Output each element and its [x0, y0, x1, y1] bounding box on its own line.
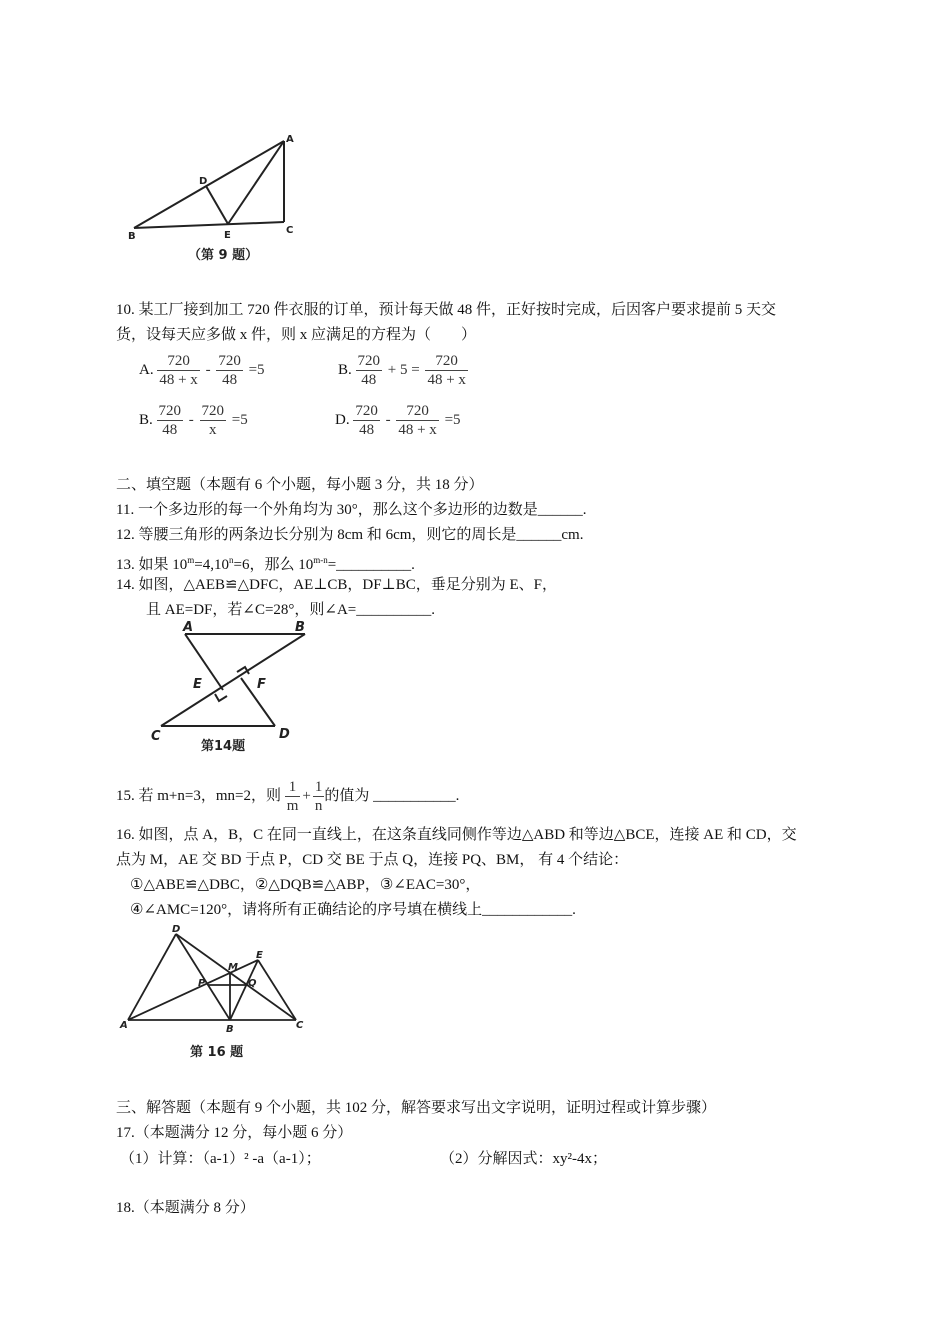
q10-option-a[interactable]: A. $\frac{720}{48 + x}$ - $\frac{720}{48}$ =5: [139, 353, 265, 388]
figure-16-caption: 第 16 题: [190, 1045, 244, 1060]
fraction: $\frac{720}{48}$: [357, 353, 381, 388]
edge-DE: [206, 186, 228, 224]
edge-BC: [161, 634, 305, 726]
edge-EA: [228, 141, 284, 224]
q17-title: 17.（本题满分 12 分，每小题 6 分）: [116, 1125, 353, 1141]
fraction: $\frac{1}{n}$: [314, 779, 323, 815]
label-B: B: [226, 1024, 234, 1035]
label-E: E: [256, 950, 263, 961]
label-P: P: [198, 978, 206, 989]
edge-BA: [134, 141, 284, 228]
q14-line2: 且 AE=DF，若∠C=28°，则∠A=__________.: [146, 602, 436, 618]
q11: 11. 一个多边形的每一个外角均为 30°，那么这个多边形的边数是______.: [116, 502, 587, 518]
edge-BC: [134, 222, 284, 228]
section-3-heading: 三、解答题（本题有 9 个小题，共 102 分，解答要求写出文字说明，证明过程或计算步骤）: [116, 1100, 717, 1116]
q10-line1: 10. 某工厂接到加工 720 件衣服的订单，预计每天做 48 件，正好按时完成，后因客户要求提前 5 天交: [116, 302, 777, 318]
fraction: $\frac{720}{48}$: [218, 353, 241, 388]
figure-9-caption: （第 9 题）: [188, 248, 259, 263]
figure-16: [118, 922, 318, 1072]
q16-line2: 点为 M，AE 交 BD 于点 P，CD 交 BE 于点 Q，连接 PQ、BM， 有 4 个结论：: [116, 852, 629, 868]
label-F: F: [257, 677, 266, 692]
option-label: B.: [139, 411, 153, 428]
fraction: $\frac{720}{x}$: [201, 403, 225, 438]
q13: 13. 如果 $10^m=4,10^n=6$，那么 $10^{m-n}=\_\_\_\_\_\_\_\_\_\_$.: [116, 555, 415, 573]
label-B: B: [128, 231, 136, 242]
figure-14: [145, 620, 335, 760]
edge-AE: [185, 634, 223, 690]
q10-line2: 货，设每天应多做 x 件，则 x 应满足的方程为（ ）: [116, 327, 477, 343]
fraction: $\frac{720}{48}$: [355, 403, 378, 438]
q16-line1: 16. 如图，点 A，B，C 在同一直线上，在这条直线同侧作等边△ABD 和等边△BCE，连接 AE 和 CD，交: [116, 827, 797, 843]
q10-option-d[interactable]: D. $\frac{720}{48}$ - $\frac{720}{48 + x}$ =5: [335, 403, 461, 438]
label-D: D: [279, 727, 290, 742]
label-A: A: [286, 134, 294, 145]
edge-EC: [258, 960, 296, 1020]
fraction: $\frac{720}{48 + x}$: [427, 353, 466, 388]
label-B: B: [295, 620, 305, 635]
label-E: E: [193, 677, 202, 692]
label-Q: Q: [248, 978, 257, 989]
right-angle-E: [215, 694, 227, 701]
fraction: $\frac{720}{48 + x}$: [398, 403, 437, 438]
figure-14-caption: 第14题: [201, 739, 246, 754]
section-2-heading: 二、填空题（本题有 6 个小题，每小题 3 分，共 18 分）: [116, 477, 484, 493]
fraction: $\frac{720}{48 + x}$: [159, 353, 198, 388]
q17-part1: （1）计算：（a-1）² -a（a-1）；: [120, 1151, 321, 1167]
label-C: C: [286, 225, 294, 236]
label-E: E: [224, 230, 231, 241]
label-D: D: [172, 924, 181, 935]
label-D: D: [199, 176, 208, 187]
figure-9: [126, 128, 306, 268]
option-label: B.: [338, 361, 352, 378]
q17-part2: （2）分解因式：xy²-4x；: [440, 1151, 607, 1167]
fraction: $\frac{1}{m}$: [286, 779, 299, 815]
q10-option-b[interactable]: B. $\frac{720}{48}$ + 5 = $\frac{720}{48 + x}$: [338, 353, 466, 388]
label-C: C: [151, 729, 161, 744]
segment-AE: [128, 960, 258, 1020]
label-A: A: [183, 620, 194, 635]
label-A: A: [120, 1020, 128, 1031]
fraction: $\frac{720}{48}$: [158, 403, 182, 438]
q16-line3: ①△ABE≌△DBC，②△DQB≌△ABP，③∠EAC=30°，: [130, 877, 481, 893]
q16-line4: ④∠AMC=120°，请将所有正确结论的序号填在横线上____________.: [130, 902, 576, 918]
label-M: M: [228, 962, 238, 973]
q10-option-c[interactable]: B. $\frac{720}{48}$ - $\frac{720}{x}$ =5: [139, 403, 248, 438]
q18-title: 18.（本题满分 8 分）: [116, 1200, 255, 1216]
q12: 12. 等腰三角形的两条边长分别为 8cm 和 6cm，则它的周长是______cm.: [116, 527, 584, 543]
option-label: A.: [139, 361, 154, 378]
option-label: D.: [335, 411, 350, 428]
edge-AD: [128, 934, 176, 1020]
q15: 15. 若 m+n=3，mn=2，则 $\frac{1}{m}$ + $\frac{1}{n}$ 的值为 ___________.: [116, 779, 460, 815]
q14-line1: 14. 如图，△AEB≌△DFC，AE⊥CB，DF⊥BC，垂足分别为 E、F，: [116, 577, 557, 593]
label-C: C: [296, 1020, 304, 1031]
